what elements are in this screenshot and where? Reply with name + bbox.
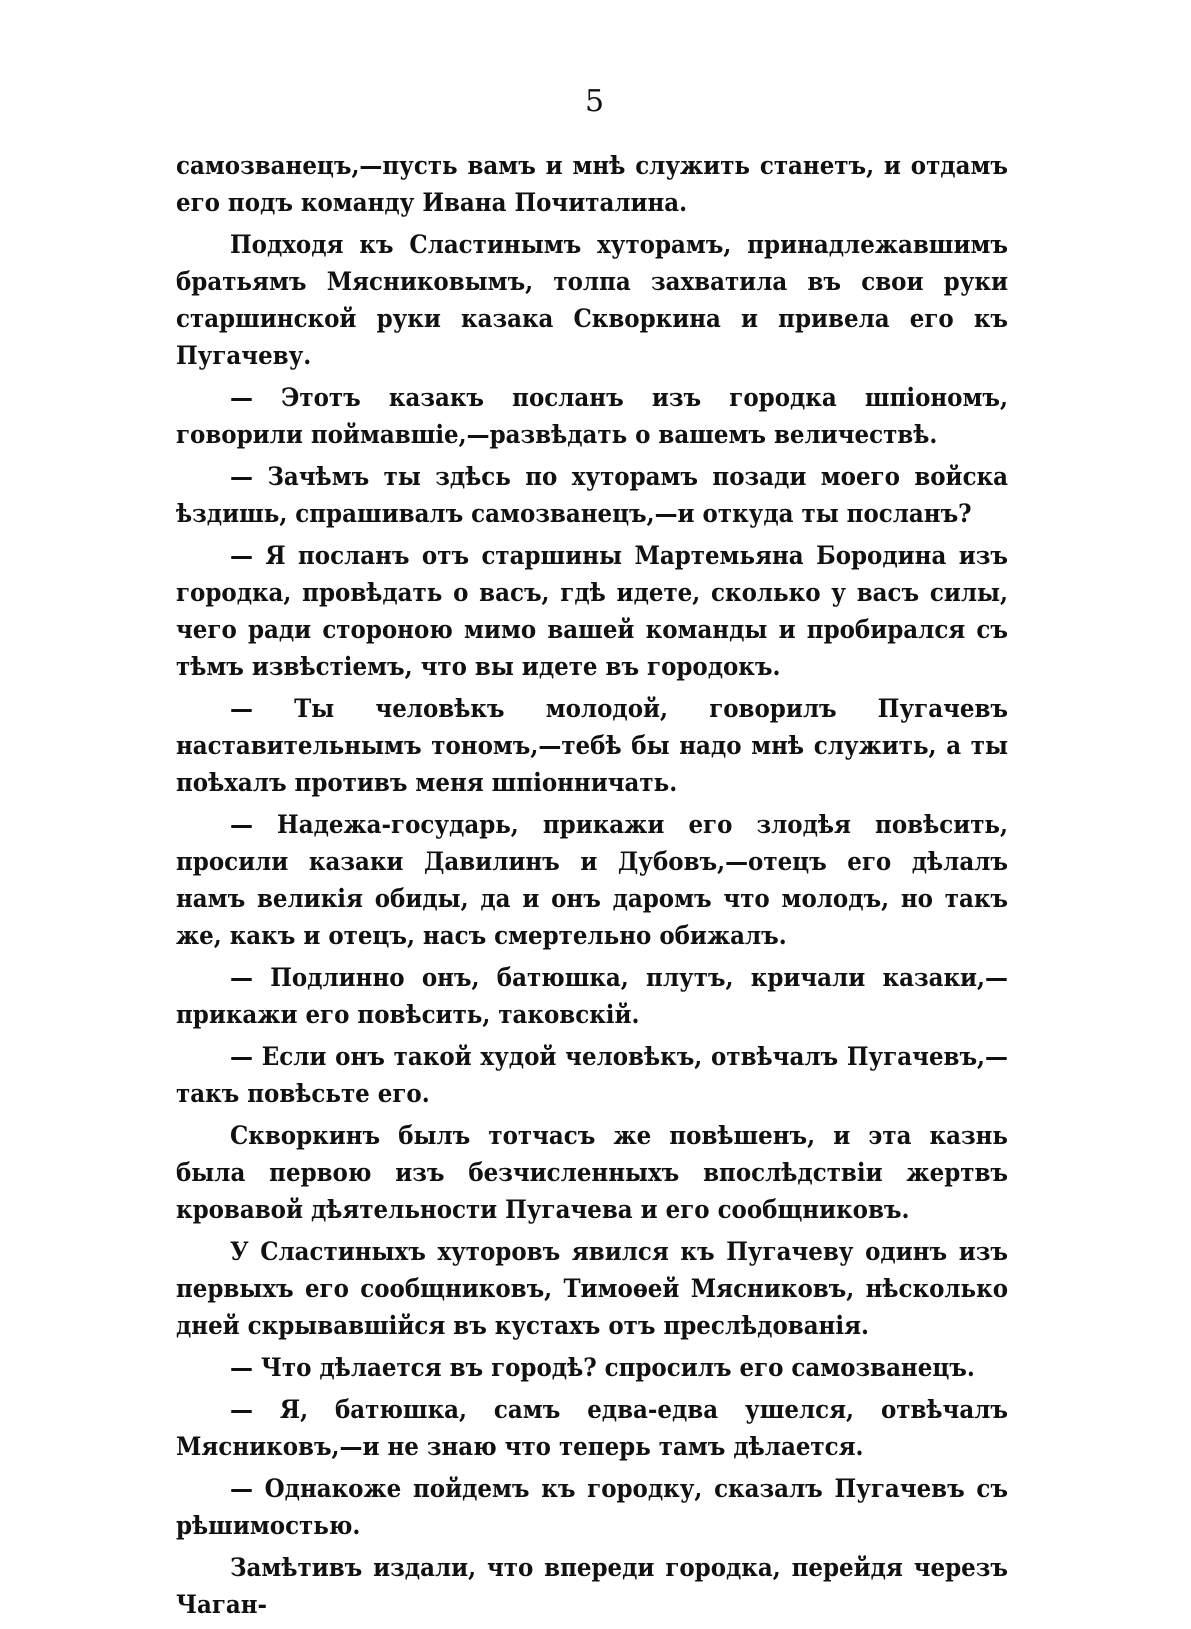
body-text	[176, 148, 1008, 1629]
paragraph: Замѣтивъ издали, что впереди городка, перейдя черезъ Чаган-	[176, 1553, 1008, 1620]
paragraph: самозванецъ,—пусть вамъ и мнѣ служить станетъ, и отдамъ его подъ команду Ивана Почиталина.	[176, 151, 1008, 218]
paragraph: — Подлинно онъ, батюшка, плутъ, кричали казаки,—прикажи его повѣсить, таковскій.	[176, 963, 1008, 1030]
paragraph: — Я, батюшка, самъ едва-едва ушелся, отвѣчалъ Мясниковъ,—и не знаю что теперь тамъ дѣлается.	[176, 1395, 1008, 1462]
paragraph: — Что дѣлается въ городѣ? спросилъ его самозванецъ.	[230, 1353, 975, 1383]
paragraph: Скворкинъ былъ тотчасъ же повѣшенъ, и эта казнь была первою изъ безчисленныхъ впослѣдствіи жертвъ кровавой дѣятельности Пугачева и его сообщниковъ.	[176, 1121, 1008, 1225]
paragraph: — Ты человѣкъ молодой, говорилъ Пугачевъ наставительнымъ тономъ,—тебѣ бы надо мнѣ служить, а ты поѣхалъ противъ меня шпіонничать.	[176, 694, 1008, 798]
paragraph: У Сластиныхъ хуторовъ явился къ Пугачеву одинъ изъ первыхъ его сообщниковъ, Тимоѳей Мясниковъ, нѣсколько дней скрывавшійся въ кустахъ отъ преслѣдованія.	[176, 1237, 1008, 1341]
page-number: 5	[584, 84, 607, 119]
paragraph: — Зачѣмъ ты здѣсь по хуторамъ позади моего войска ѣздишь, спрашивалъ самозванецъ,—и откуда ты посланъ?	[176, 462, 1008, 529]
paragraph: — Надежа-государь, прикажи его злодѣя повѣсить, просили казаки Давилинъ и Дубовъ,—отецъ его дѣлалъ намъ великія обиды, да и онъ даромъ что молодъ, но такъ же, какъ и отецъ, насъ смертельно обижалъ.	[176, 810, 1008, 951]
paragraph: Подходя къ Сластинымъ хуторамъ, принадлежавшимъ братьямъ Мясниковымъ, толпа захватила въ свои руки старшинской руки казака Скворкина и привела его къ Пугачеву.	[176, 230, 1008, 371]
paragraph: — Если онъ такой худой человѣкъ, отвѣчалъ Пугачевъ,—такъ повѣсьте его.	[176, 1042, 1008, 1109]
paragraph: — Однакоже пойдемъ къ городку, сказалъ Пугачевъ съ рѣшимостью.	[176, 1474, 1008, 1541]
paragraph: — Этотъ казакъ посланъ изъ городка шпіономъ, говорили поймавшіе,—развѣдать о вашемъ величествѣ.	[176, 383, 1008, 450]
paragraph: — Я посланъ отъ старшины Мартемьяна Бородина изъ городка, провѣдать о васъ, гдѣ идете, сколько у васъ силы, чего ради стороною мимо вашей команды и пробирался съ тѣмъ извѣстіемъ, что вы идете въ городокъ.	[176, 541, 1008, 682]
